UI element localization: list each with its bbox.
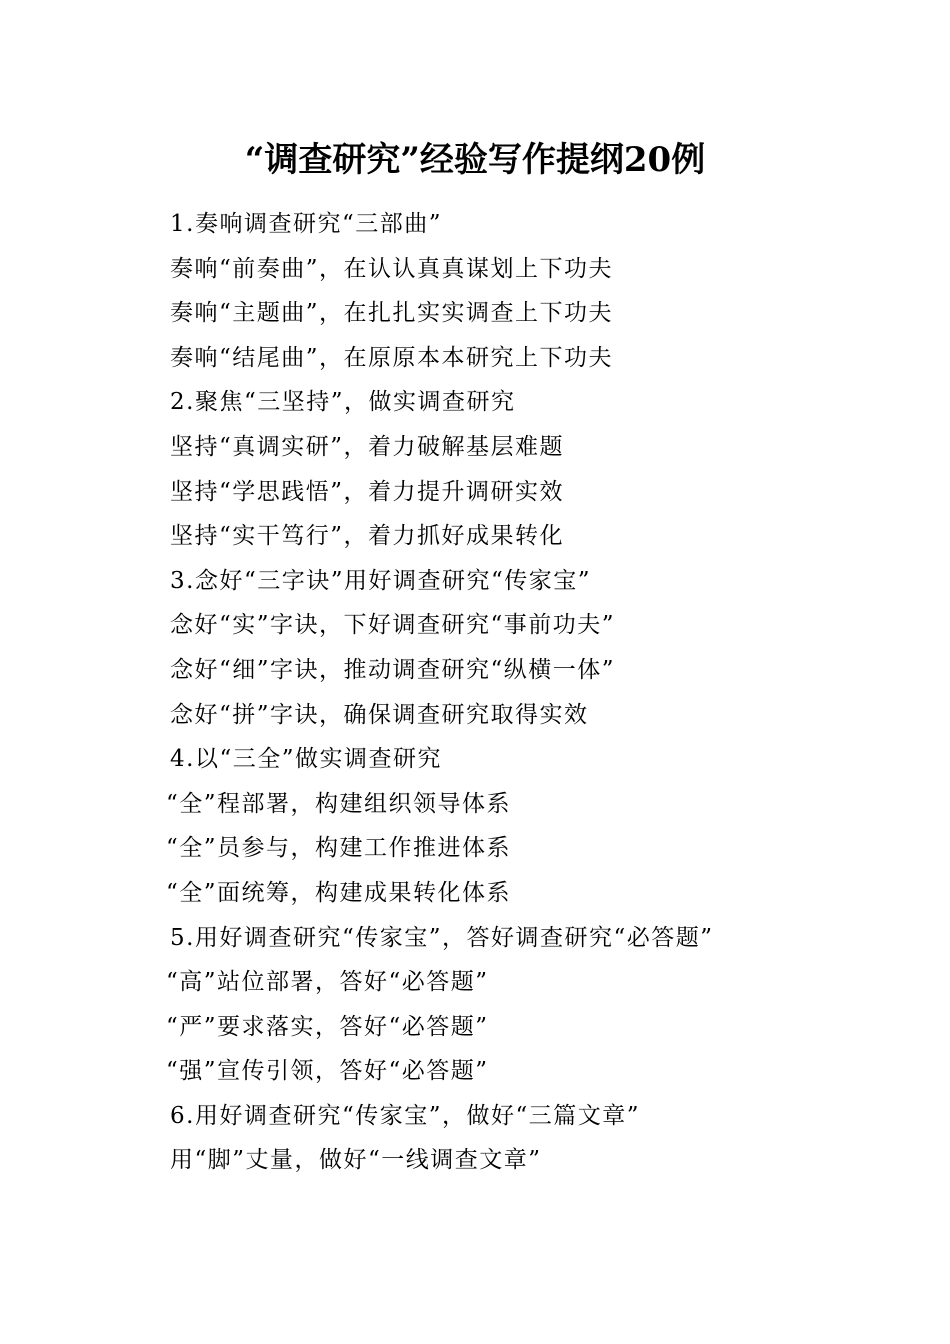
outline-item: 念好“拼”字诀，确保调查研究取得实效: [170, 701, 589, 728]
outline-item: 坚持“学思践悟”，着力提升调研实效: [170, 478, 565, 505]
outline-heading-6: 6.用好调查研究“传家宝”，做好“三篇文章”: [170, 1102, 640, 1129]
outline-heading-2: 2.聚焦“三坚持”，做实调查研究: [170, 389, 516, 416]
outline-item: 坚持“实干笃行”，着力抓好成果转化: [170, 523, 565, 550]
outline-item: “严”要求落实，答好“必答题”: [166, 1013, 489, 1040]
outline-item: 念好“实”字诀，下好调查研究“事前功夫”: [170, 612, 616, 639]
outline-item: 坚持“真调实研”，着力破解基层难题: [170, 433, 565, 460]
outline-item: 奏响“主题曲”，在扎扎实实调查上下功夫: [170, 300, 614, 327]
outline-item: “全”程部署，构建组织领导体系: [166, 790, 512, 817]
outline-item: 念好“细”字诀，推动调查研究“纵横一体”: [170, 656, 616, 683]
outline-item: 用“脚”丈量，做好“一线调查文章”: [170, 1147, 542, 1174]
outline-heading-5: 5.用好调查研究“传家宝”，答好调查研究“必答题”: [170, 924, 714, 951]
outline-body: [166, 202, 910, 1183]
outline-item: 奏响“前奏曲”，在认认真真谋划上下功夫: [170, 255, 614, 282]
outline-item: 奏响“结尾曲”，在原原本本研究上下功夫: [170, 344, 614, 371]
outline-heading-1: 1.奏响调查研究“三部曲”: [170, 211, 442, 237]
outline-item: “高”站位部署，答好“必答题”: [166, 969, 489, 996]
document-title: “调查研究”经验写作提纲20例: [244, 140, 706, 180]
outline-heading-3: 3.念好“三字诀”用好调查研究“传家宝”: [170, 567, 591, 594]
outline-item: “强”宣传引领，答好“必答题”: [166, 1058, 489, 1085]
outline-item: “全”员参与，构建工作推进体系: [166, 835, 512, 862]
outline-item: “全”面统筹，构建成果转化体系: [166, 879, 512, 906]
outline-heading-4: 4.以“三全”做实调查研究: [170, 746, 442, 773]
